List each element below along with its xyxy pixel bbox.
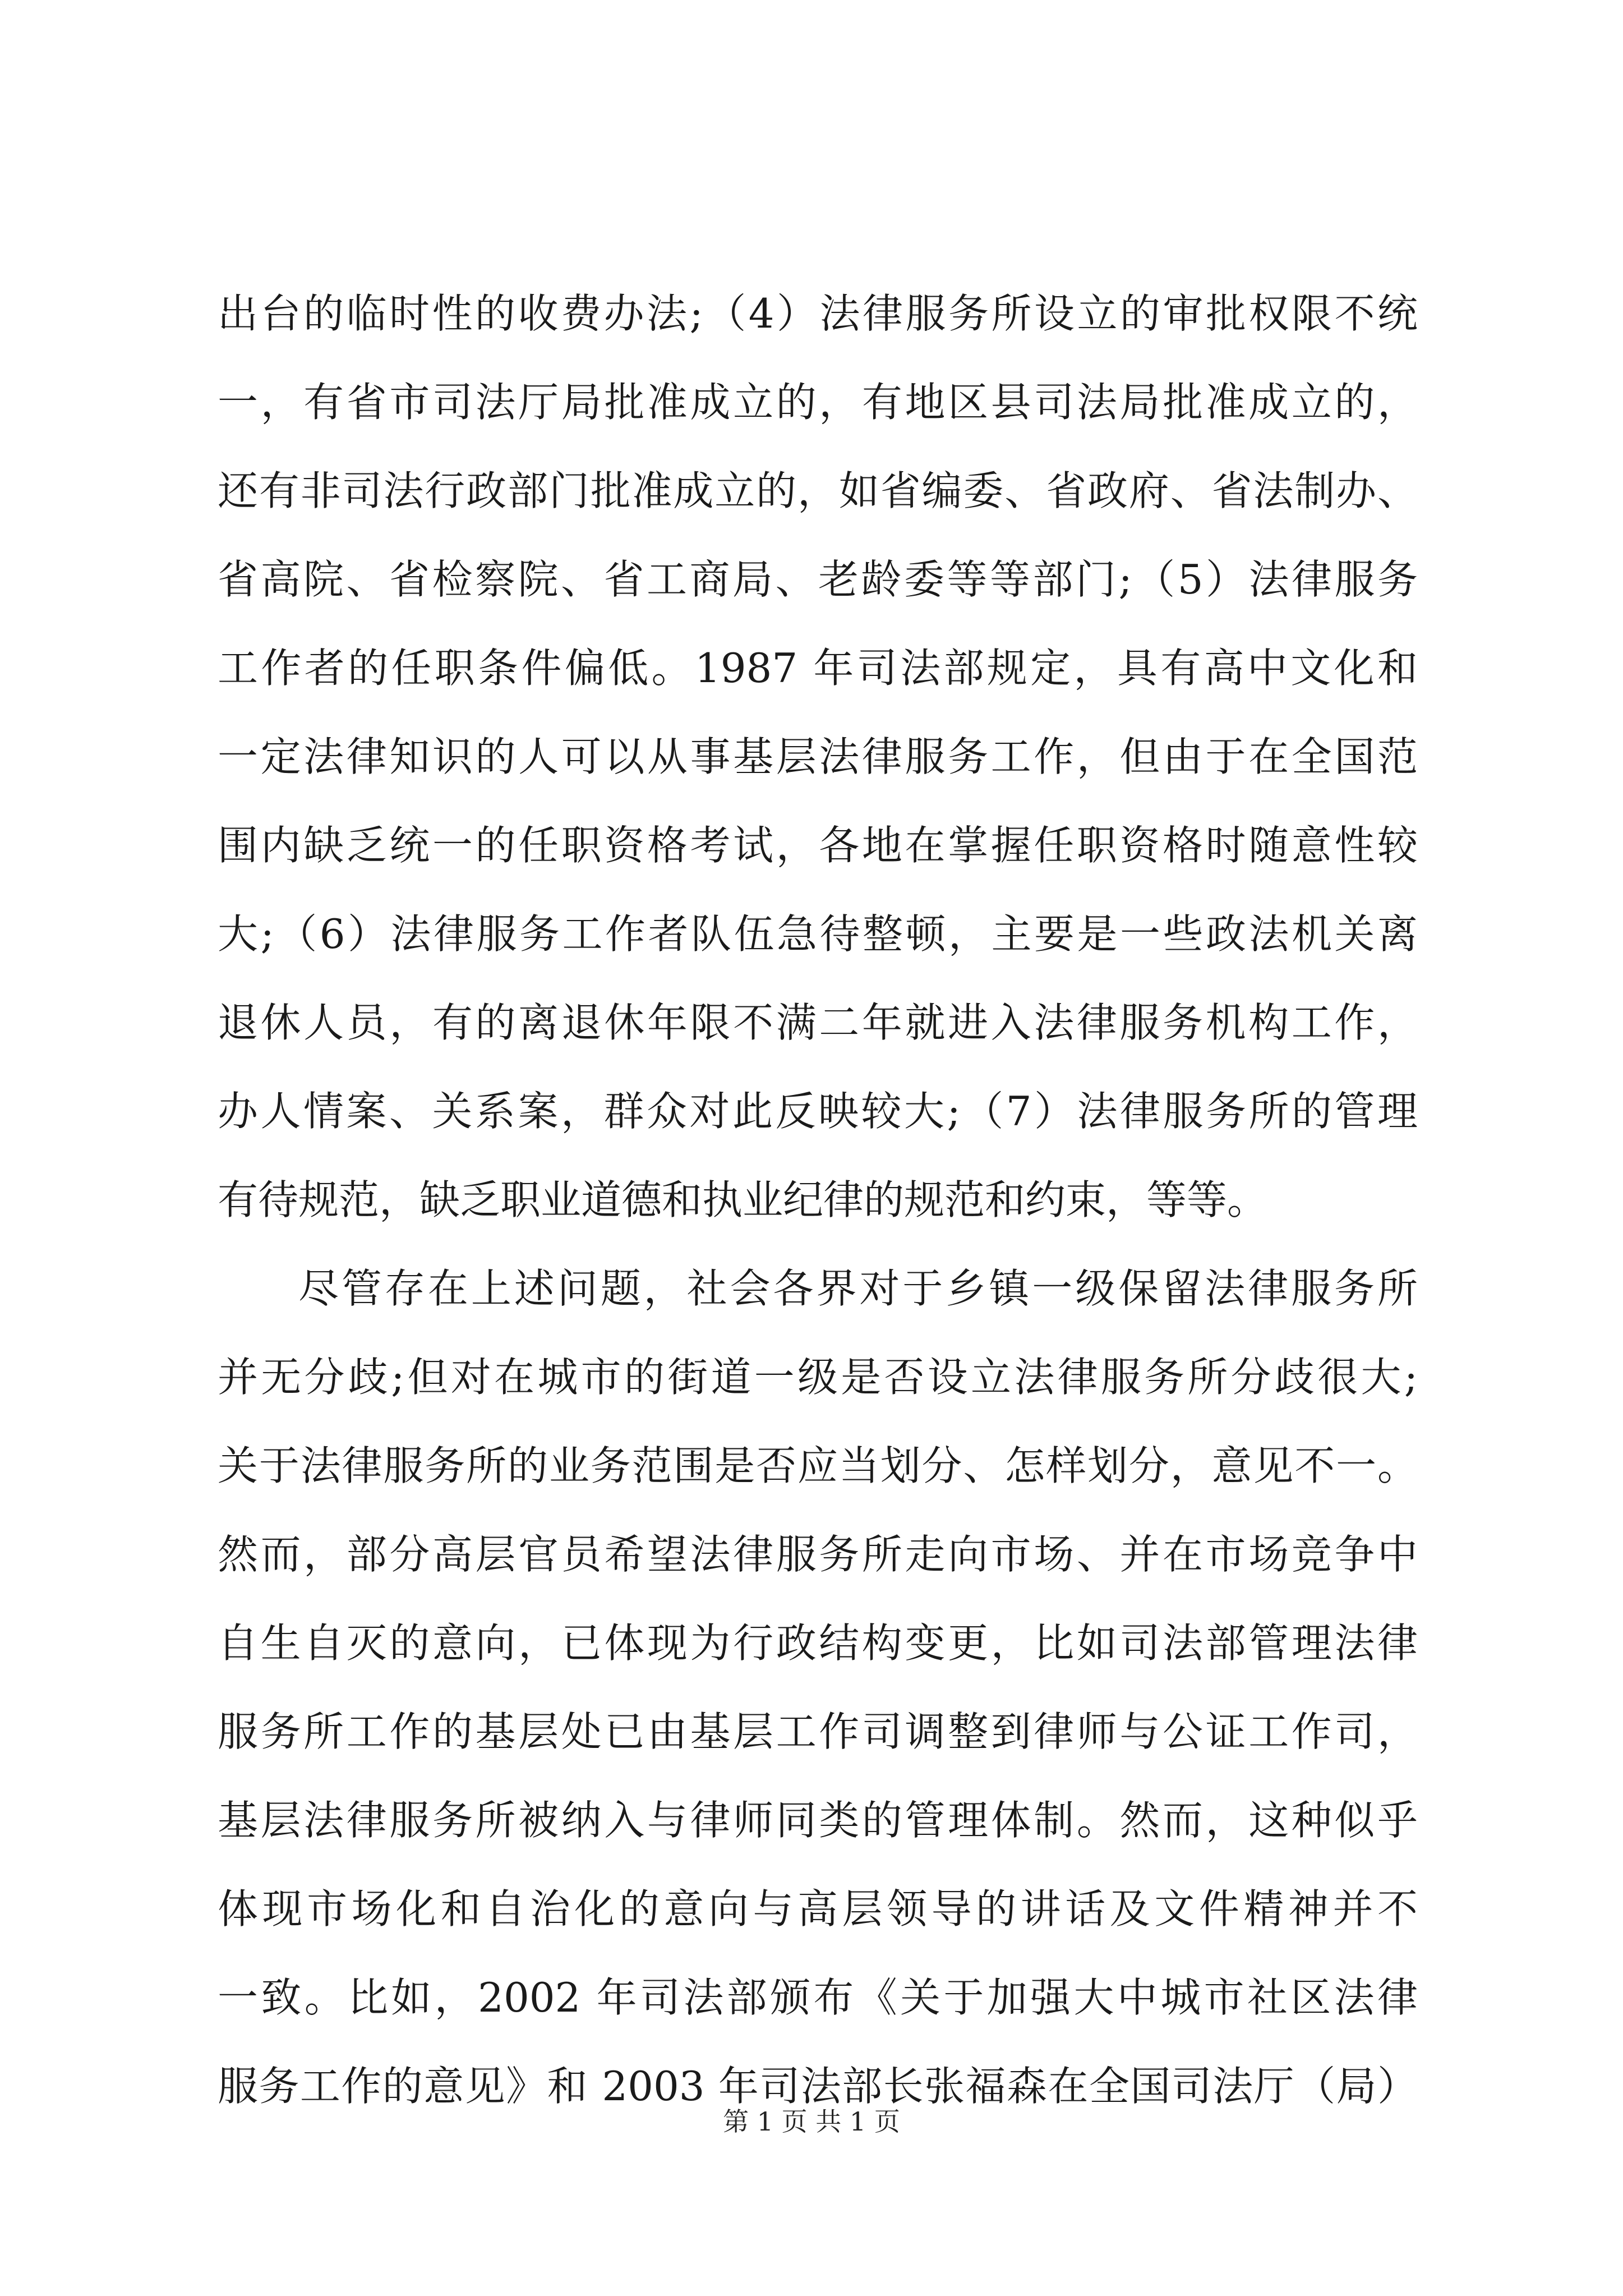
text-line: 一定法律知识的人可以从事基层法律服务工作，但由于在全国范 — [218, 733, 1418, 780]
text-line: 出台的临时性的收费办法;（4）法律服务所设立的审批权限不统 — [218, 290, 1418, 337]
text-line: 办人情案、关系案，群众对此反映较大;（7）法律服务所的管理 — [218, 1088, 1418, 1135]
text-line: 一，有省市司法厅局批准成立的，有地区县司法局批准成立的， — [218, 379, 1418, 426]
text-line: 围内缺乏统一的任职资格考试，各地在掌握任职资格时随意性较 — [218, 822, 1418, 869]
text-line: 关于法律服务所的业务范围是否应当划分、怎样划分，意见不一。 — [218, 1442, 1418, 1489]
page-number: 第 1 页 共 1 页 — [723, 2106, 900, 2137]
paragraph-1 — [218, 269, 1418, 1244]
paragraph-2 — [218, 1244, 1418, 2131]
text-line: 工作者的任职条件偏低。1987 年司法部规定，具有高中文化和 — [218, 645, 1418, 692]
text-line: 省高院、省检察院、省工商局、老龄委等等部门;（5）法律服务 — [218, 556, 1418, 603]
text-line: 基层法律服务所被纳入与律师同类的管理体制。然而，这种似乎 — [218, 1797, 1418, 1844]
text-line: 有待规范，缺乏职业道德和执业纪律的规范和约束，等等。 — [218, 1176, 1268, 1223]
text-line: 体现市场化和自治化的意向与高层领导的讲话及文件精神并不 — [218, 1885, 1418, 1932]
text-line: 服务所工作的基层处已由基层工作司调整到律师与公证工作司， — [218, 1708, 1418, 1755]
text-line: 一致。比如，2002 年司法部颁布《关于加强大中城市社区法律 — [218, 1974, 1418, 2021]
page-footer — [0, 2105, 1623, 2138]
text-line: 然而，部分高层官员希望法律服务所走向市场、并在市场竞争中 — [218, 1531, 1418, 1578]
text-line: 服务工作的意见》和 2003 年司法部长张福森在全国司法厅（局） — [218, 2063, 1418, 2110]
text-line: 自生自灭的意向，已体现为行政结构变更，比如司法部管理法律 — [218, 1619, 1418, 1667]
text-line: 尽管存在上述问题，社会各界对于乡镇一级保留法律服务所 — [298, 1265, 1418, 1312]
text-line: 还有非司法行政部门批准成立的，如省编委、省政府、省法制办、 — [218, 467, 1418, 514]
text-line: 退休人员，有的离退休年限不满二年就进入法律服务机构工作， — [218, 999, 1418, 1046]
text-line: 并无分歧;但对在城市的街道一级是否设立法律服务所分歧很大; — [218, 1354, 1418, 1401]
text-line: 大;（6）法律服务工作者队伍急待整顿，主要是一些政法机关离 — [218, 910, 1418, 958]
document-body — [218, 269, 1418, 2131]
